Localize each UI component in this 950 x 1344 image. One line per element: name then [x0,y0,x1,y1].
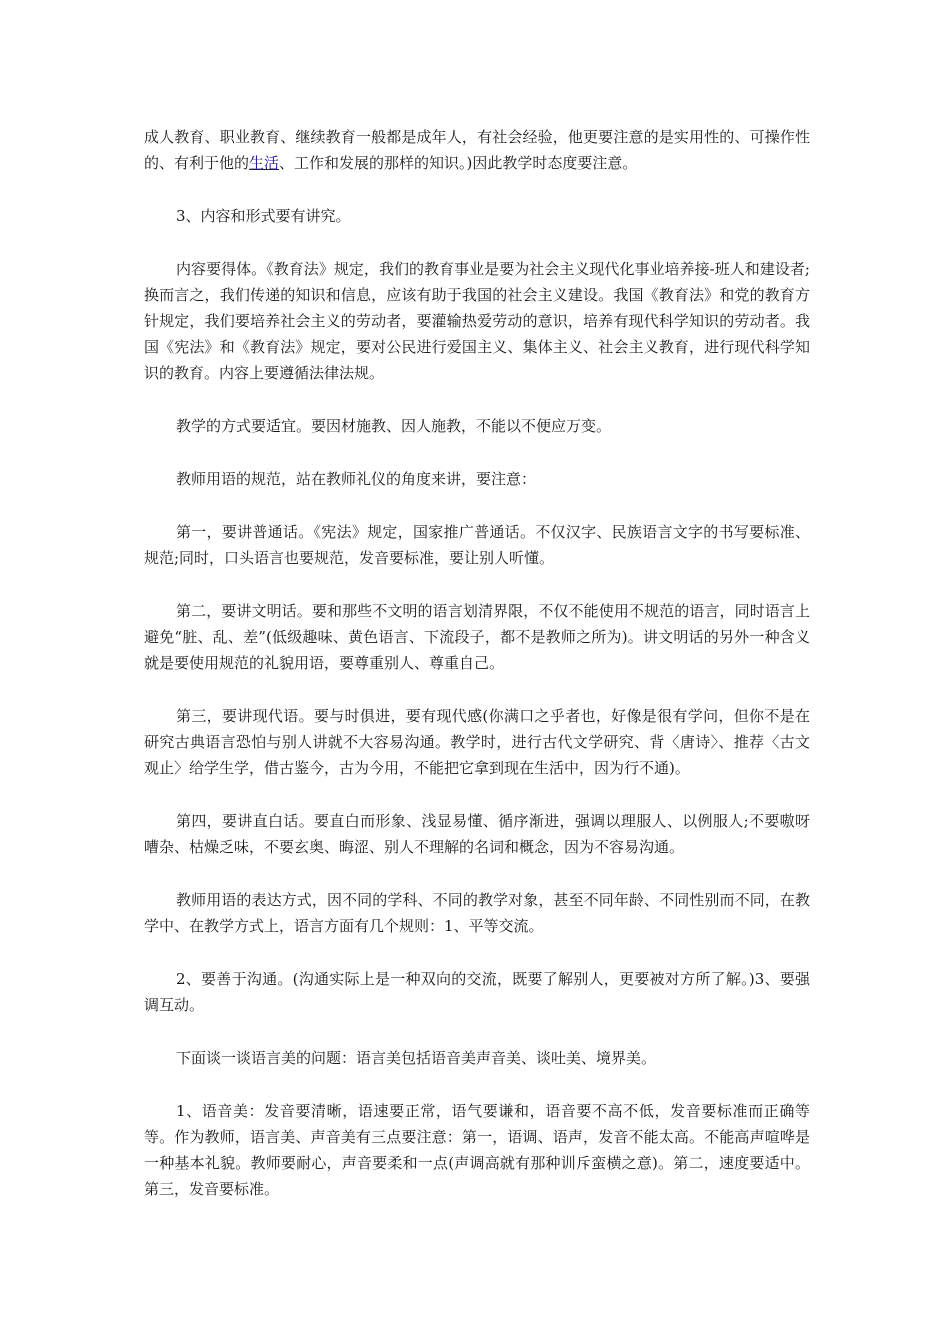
paragraph-expression-methods: 教师用语的表达方式，因不同的学科、不同的教学对象，甚至不同年龄、不同性别而不同，在教学中、在教学方式上，语言方面有几个规则：1、平等交流。 [144,891,810,935]
paragraph-content-appropriate: 内容要得体。《教育法》规定，我们的教育事业是要为社会主义现代化事业培养接-班人和建设者;换而言之，我们传递的知识和信息，应该有助于我国的社会主义建设。我国《教育法》和党的教育方针规定，我们要培养社会主义的劳动者，要灌输热爱劳动的意识，培养有现代科学知识的劳动者。我国《宪法》和《教育法》规定，要对公民进行爱国主义、集体主义、社会主义教育，进行现代科学知识的教育。内容上要遵循法律法规。 [144,260,810,382]
paragraph-speak-plain: 第四，要讲直白话。要直白而形象、浅显易懂、循序渐进，强调以理服人、以例服人;不要嗷呀嘈杂、枯燥乏味，不要玄奥、晦涩、别人不理解的名词和概念，因为不容易沟通。 [144,812,810,856]
paragraph-speak-civilized: 第二，要讲文明话。要和那些不文明的语言划清界限，不仅不能使用不规范的语言，同时语言上避免“脏、乱、差”(低级趣味、黄色语言、下流段子，都不是教师之所为)。讲文明话的另外一种含义就是要使用规范的礼貌用语，要尊重别人、尊重自己。 [144,602,810,672]
paragraph-communication: 2、要善于沟通。(沟通实际上是一种双向的交流，既要了解别人，更要被对方所了解。)3、要强调互动。 [144,970,810,1014]
paragraph-speak-modern: 第三，要讲现代语。要与时俱进，要有现代感(你满口之乎者也，好像是很有学问，但你不是在研究古典语言恐怕与别人讲就不大容易沟通。教学时，进行古代文学研究、背〈唐诗〉、推荐〈古文观止〉给学生学，借古鉴今，古为今用，不能把它拿到现在生活中，因为行不通)。 [144,707,810,777]
section-heading-content-form: 3、内容和形式要有讲究。 [176,207,351,225]
paragraph-voice-beauty: 1、语音美：发音要清晰，语速要正常，语气要谦和，语音要不高不低，发音要标准而正确等等。作为教师，语言美、声音美有三点要注意：第一，语调、语声，发音不能太高。不能高声喧哗是一种基本礼貌。教师要耐心，声音要柔和一点(声调高就有那种训斥蛮横之意)。第二，速度要适中。第三，发音要标准。 [144,1102,810,1198]
paragraph-teacher-language-norms: 教师用语的规范，站在教师礼仪的角度来讲，要注意： [176,470,537,488]
paragraph-adult-education [144,124,810,176]
paragraph-text: 成人教育、职业教育、继续教育一般都是成年人，有社会经验，他更要注意的是实用性的、可操作性的、有利于他的 [144,128,810,172]
document-body [144,124,810,1229]
paragraph-language-beauty: 下面谈一谈语言美的问题：语言美包括语音美声音美、谈吐美、境界美。 [176,1049,657,1067]
paragraph-teaching-method: 教学的方式要适宜。要因材施教、因人施教，不能以不便应万变。 [176,417,612,435]
life-link[interactable]: 生活 [249,154,280,172]
paragraph-speak-mandarin: 第一，要讲普通话。《宪法》规定，国家推广普通话。不仅汉字、民族语言文字的书写要标准、规范;同时，口头语言也要规范，发音要标准，要让别人听懂。 [144,523,810,567]
paragraph-text: 、工作和发展的那样的知识。)因此教学时态度要注意。 [279,154,638,172]
